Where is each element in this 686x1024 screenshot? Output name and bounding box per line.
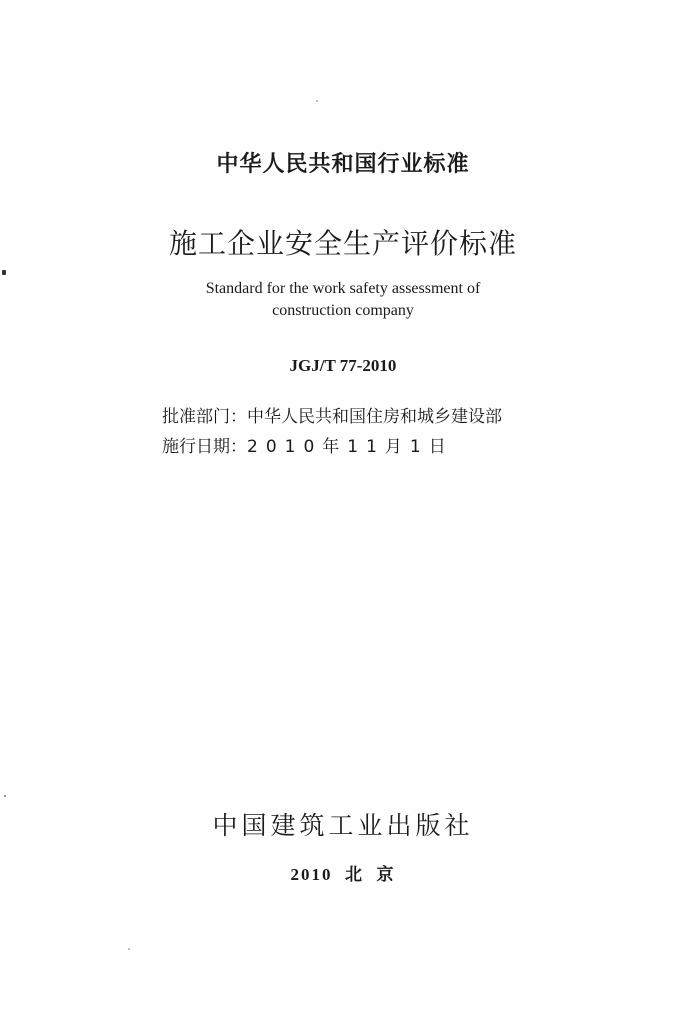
standard-category-heading: 中华人民共和国行业标准 [216,152,470,177]
approval-department-row [162,402,502,427]
document-title-chinese: 施工企业安全生产评价标准 [168,227,517,260]
document-title-english [0,278,686,322]
publisher-name: 中国建筑工业出版社 [212,811,474,840]
effective-date-label: 施行日期： [162,437,247,457]
publication-year-city: 2010 北 京 [290,865,396,884]
effective-date-row [162,432,454,457]
scan-speck [316,100,318,102]
title-english-line-2: construction company [272,302,414,319]
scan-speck [2,270,6,275]
approval-department-value: 中华人民共和国住房和城乡建设部 [247,407,502,427]
effective-date-value: 2010年11月1日 [247,437,454,457]
standard-code: JGJ/T 77-2010 [289,356,397,375]
title-english-line-1: Standard for the work safety assessment of [205,280,481,297]
scan-speck [4,795,6,797]
approval-department-label: 批准部门： [162,407,247,427]
scan-speck [128,948,130,950]
